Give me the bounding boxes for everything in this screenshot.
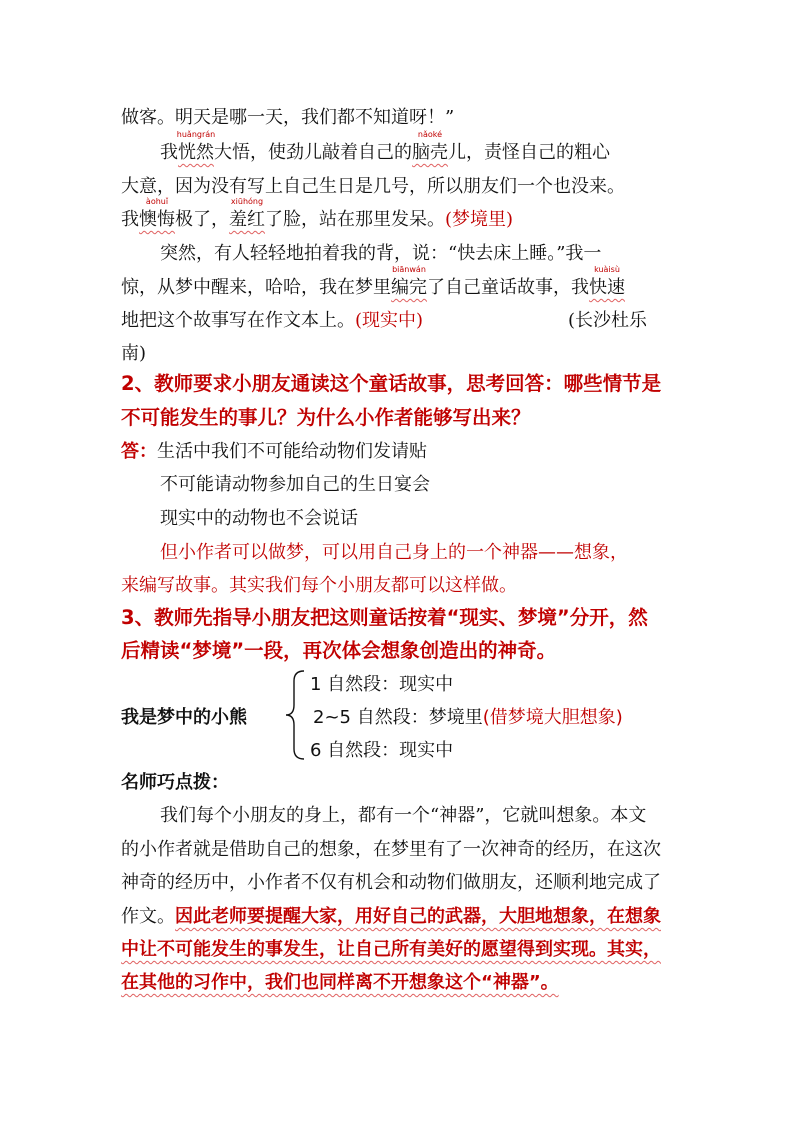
author-line-1: (长沙杜乐	[568, 310, 648, 331]
tips-line-1: 我们每个小朋友的身上，都有一个“神器”，它就叫想象。本文	[160, 805, 647, 826]
ruby-base: 编完	[391, 277, 427, 298]
story-p3-line-1: 突然，有人轻轻地拍着我的背，说：“快去床上睡。”我一	[160, 243, 602, 264]
ruby-pinyin: kuàisù	[594, 265, 620, 274]
answer-text: 生活中我们不可能给动物们发请贴	[157, 441, 427, 462]
outline-title: 我是梦中的小熊	[121, 707, 247, 728]
q3-line-1: 3、教师先指导小朋友把这则童话按着“现实、梦境”分开，然	[121, 606, 648, 629]
story-p2-line-3	[121, 197, 514, 232]
tips-line-4	[121, 905, 661, 929]
tips-line-6: 在其他的习作中，我们也同样离不开想象这个“神器”。	[121, 972, 559, 993]
tips-line-5: 中让不可能发生的事发生，让自己所有美好的愿望得到实现。其实，	[121, 939, 661, 960]
ruby-word	[139, 197, 175, 232]
ruby-pinyin: nǎoké	[417, 130, 443, 139]
ruby-word	[412, 130, 448, 165]
story-p3-line-3	[121, 309, 423, 333]
ruby-base: 羞红	[229, 209, 265, 230]
brace-icon	[284, 669, 308, 761]
text-run: 了自己童话故事，我	[427, 277, 589, 298]
ruby-pinyin: àohuǐ	[145, 197, 169, 206]
q2-answer-2: 不可能请动物参加自己的生日宴会	[160, 474, 430, 495]
q2-answer-4: 但小作者可以做梦，可以用自己身上的一个神器——想象，	[160, 542, 628, 563]
outline-item-2	[313, 706, 623, 730]
tips-emphasis: 因此老师要提醒大家，用好自己的武器，大胆地想象，在想象	[175, 906, 661, 927]
scene-tag: (现实中)	[355, 310, 424, 331]
text-run: 惊，从梦中醒来，哈哈，我在梦里	[121, 277, 391, 298]
ruby-base: 快速	[589, 277, 625, 298]
text-run: 了脸，站在那里发呆。	[265, 209, 445, 230]
q2-answer-5: 来编写故事。其实我们每个小朋友都可以这样做。	[121, 575, 517, 596]
q2-line-2: 不可能发生的事儿？为什么小作者能够写出来？	[121, 406, 531, 429]
ruby-pinyin: huǎngrán	[176, 130, 216, 139]
outline-item-3: 6 自然段：现实中	[310, 740, 454, 761]
ruby-base: 恍然	[178, 142, 214, 163]
outline-item-2-note: (借梦境大胆想象)	[482, 707, 623, 728]
ruby-word	[176, 130, 216, 165]
q2-answer-1	[121, 440, 427, 464]
text-run: 我	[160, 142, 178, 163]
tips-line-3: 神奇的经历中，小作者不仅有机会和动物们做朋友，还顺利地完成了	[121, 872, 661, 893]
story-p3-line-2	[121, 265, 625, 300]
ruby-base: 脑壳	[412, 142, 448, 163]
author-line-2: 南)	[121, 343, 147, 364]
text-run: 大悟，使劲儿敲着自己的	[214, 142, 412, 163]
text-run: 地把这个故事写在作文本上。	[121, 310, 355, 331]
tips-line-2: 的小作者就是借助自己的想象，在梦里有了一次神奇的经历，在这次	[121, 839, 661, 860]
story-p2-line-2: 大意，因为没有写上自己生日是几号，所以朋友们一个也没来。	[121, 176, 625, 197]
ruby-base: 懊悔	[139, 209, 175, 230]
scene-tag: (梦境里)	[445, 209, 514, 230]
ruby-word	[589, 265, 625, 300]
text-run: 我	[121, 209, 139, 230]
tips-heading: 名师巧点拨：	[121, 772, 229, 793]
q2-answer-3: 现实中的动物也不会说话	[160, 508, 358, 529]
ruby-word	[229, 197, 265, 232]
story-p2-line-1	[160, 130, 610, 165]
answer-label: 答：	[121, 441, 157, 462]
ruby-word	[391, 265, 427, 300]
text-run: 儿，责怪自己的粗心	[448, 142, 610, 163]
story-line-1: 做客。明天是哪一天，我们都不知道呀！”	[121, 107, 455, 128]
text-run: 极了，	[175, 209, 229, 230]
ruby-pinyin: biānwán	[392, 265, 426, 274]
outline-item-1: 1 自然段：现实中	[310, 674, 454, 695]
q3-line-2: 后精读“梦境”一段，再次体会想象创造出的神奇。	[121, 639, 557, 662]
ruby-pinyin: xiūhóng	[230, 197, 264, 206]
text-run: 作文。	[121, 906, 175, 927]
q2-line-1: 2、教师要求小朋友通读这个童话故事，思考回答：哪些情节是	[121, 372, 662, 395]
outline-item-2-text: 2~5 自然段：梦境里	[313, 707, 483, 728]
